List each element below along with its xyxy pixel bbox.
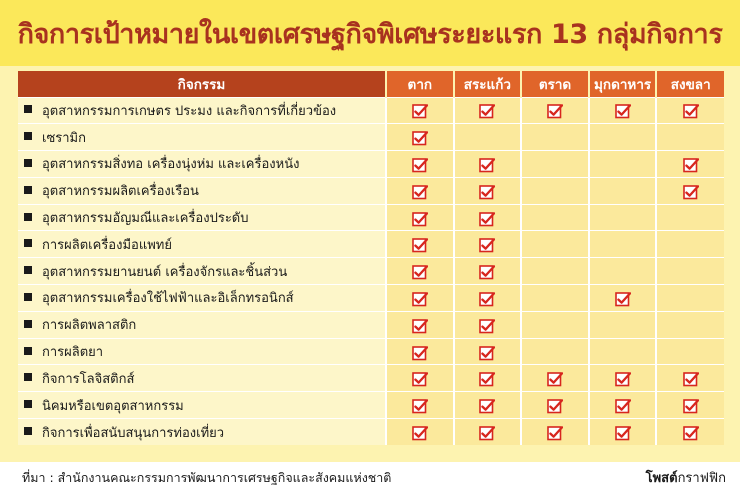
province-cell (386, 311, 454, 338)
checked-box-icon (683, 398, 699, 414)
checked-box-icon (479, 264, 495, 280)
activity-cell (18, 392, 386, 419)
credit-rest: กราฟฟิก (677, 471, 726, 486)
square-bullet-icon (24, 347, 32, 355)
province-cell (521, 392, 589, 419)
province-cell (454, 204, 522, 231)
province-cell (521, 338, 589, 365)
checked-box-icon (615, 371, 631, 387)
province-cell (386, 177, 454, 204)
source-note: ที่มา : สำนักงานคณะกรรมการพัฒนาการเศรษฐกิจและสังคมแห่งชาติ (22, 470, 392, 485)
checked-box-icon (412, 211, 428, 227)
title-band (0, 0, 740, 66)
checked-box-icon (479, 237, 495, 253)
checked-box-icon (412, 130, 428, 146)
activity-label: การผลิตยา (42, 345, 104, 361)
province-cell (386, 365, 454, 392)
checked-box-icon (412, 318, 428, 334)
checked-box-icon (683, 103, 699, 119)
province-cell (386, 124, 454, 151)
checked-box-icon (479, 184, 495, 200)
province-cell (656, 285, 724, 312)
province-cell (521, 204, 589, 231)
square-bullet-icon (24, 132, 32, 140)
province-cell (589, 365, 657, 392)
square-bullet-icon (24, 293, 32, 301)
square-bullet-icon (24, 427, 32, 435)
province-cell (589, 124, 657, 151)
square-bullet-icon (24, 105, 32, 113)
province-cell (454, 338, 522, 365)
province-cell (589, 204, 657, 231)
checked-box-icon (479, 345, 495, 361)
province-cell (386, 231, 454, 258)
province-cell (656, 231, 724, 258)
province-cell (454, 177, 522, 204)
column-header-activity: กิจกรรม (18, 71, 386, 97)
table-row (18, 258, 724, 285)
checked-box-icon (615, 103, 631, 119)
checked-box-icon (479, 157, 495, 173)
province-cell (656, 258, 724, 285)
province-cell (521, 124, 589, 151)
activity-cell (18, 204, 386, 231)
column-header-province: ตราด (521, 71, 589, 97)
checked-box-icon (615, 425, 631, 441)
activity-label: เซรามิก (42, 130, 86, 146)
province-cell (454, 392, 522, 419)
checked-box-icon (412, 371, 428, 387)
column-header-province: ตาก (386, 71, 454, 97)
province-cell (656, 97, 724, 124)
province-cell (454, 365, 522, 392)
activity-label: อุตสาหกรรมการเกษตร ประมง และกิจการที่เกี่ยวข้อง (42, 103, 337, 119)
checked-box-icon (412, 398, 428, 414)
activity-cell (18, 177, 386, 204)
checked-box-icon (683, 184, 699, 200)
province-cell (589, 97, 657, 124)
table-row (18, 311, 724, 338)
province-cell (589, 177, 657, 204)
target-activities-table (18, 71, 724, 445)
checked-box-icon (412, 425, 428, 441)
province-cell (656, 392, 724, 419)
activity-label: กิจการเพื่อสนับสนุนการท่องเที่ยว (42, 425, 225, 441)
province-cell (589, 258, 657, 285)
activity-cell (18, 311, 386, 338)
activity-label: การผลิตพลาสติก (42, 318, 137, 334)
table-body (18, 97, 724, 445)
province-cell (521, 311, 589, 338)
province-cell (386, 204, 454, 231)
province-cell (589, 231, 657, 258)
activity-label: อุตสาหกรรมผลิตเครื่องเรือน (42, 184, 199, 200)
square-bullet-icon (24, 400, 32, 408)
province-cell (386, 258, 454, 285)
column-header-province: มุกดาหาร (589, 71, 657, 97)
province-cell (521, 419, 589, 446)
activity-cell (18, 124, 386, 151)
activity-cell (18, 231, 386, 258)
activity-label: อุตสาหกรรมอัญมณีและเครื่องประดับ (42, 211, 249, 227)
activity-cell (18, 258, 386, 285)
checked-box-icon (412, 237, 428, 253)
checked-box-icon (412, 103, 428, 119)
table-header-row (18, 71, 724, 97)
activity-cell (18, 419, 386, 446)
checked-box-icon (547, 398, 563, 414)
square-bullet-icon (24, 239, 32, 247)
province-cell (386, 392, 454, 419)
province-cell (589, 151, 657, 178)
checked-box-icon (412, 291, 428, 307)
square-bullet-icon (24, 159, 32, 167)
province-cell (656, 151, 724, 178)
activity-cell (18, 365, 386, 392)
table-row (18, 204, 724, 231)
checked-box-icon (615, 291, 631, 307)
square-bullet-icon (24, 266, 32, 274)
checked-box-icon (547, 425, 563, 441)
province-cell (656, 419, 724, 446)
checked-box-icon (479, 291, 495, 307)
table-row (18, 419, 724, 446)
checked-box-icon (479, 425, 495, 441)
province-cell (386, 419, 454, 446)
province-cell (454, 258, 522, 285)
province-cell (386, 151, 454, 178)
checked-box-icon (683, 425, 699, 441)
table-row (18, 97, 724, 124)
province-cell (656, 177, 724, 204)
province-cell (454, 97, 522, 124)
checked-box-icon (412, 157, 428, 173)
credit-bold: โพสต์ (645, 471, 678, 486)
province-cell (454, 231, 522, 258)
activity-cell (18, 338, 386, 365)
checked-box-icon (547, 371, 563, 387)
table-row (18, 338, 724, 365)
province-cell (589, 338, 657, 365)
province-cell (454, 311, 522, 338)
checked-box-icon (683, 371, 699, 387)
activity-label: นิคมหรือเขตอุตสาหกรรม (42, 398, 184, 414)
checked-box-icon (683, 157, 699, 173)
province-cell (589, 419, 657, 446)
activity-label: กิจการโลจิสติกส์ (42, 371, 135, 387)
table-row (18, 124, 724, 151)
activity-label: การผลิตเครื่องมือแพทย์ (42, 237, 172, 253)
province-cell (454, 124, 522, 151)
footer (0, 462, 740, 493)
table-row (18, 365, 724, 392)
activity-label: อุตสาหกรรมเครื่องใช้ไฟฟ้าและอิเล็กทรอนิกส์ (42, 291, 294, 307)
table-row (18, 285, 724, 312)
activity-cell (18, 97, 386, 124)
province-cell (656, 311, 724, 338)
province-cell (454, 285, 522, 312)
checked-box-icon (479, 211, 495, 227)
checked-box-icon (412, 184, 428, 200)
checked-box-icon (412, 345, 428, 361)
graphic-credit (646, 467, 726, 488)
activity-cell (18, 151, 386, 178)
column-header-province: สระแก้ว (454, 71, 522, 97)
province-cell (521, 177, 589, 204)
province-cell (386, 338, 454, 365)
square-bullet-icon (24, 320, 32, 328)
square-bullet-icon (24, 373, 32, 381)
table-row (18, 231, 724, 258)
activity-label: อุตสาหกรรมยานยนต์ เครื่องจักรและชิ้นส่วน (42, 264, 288, 280)
table-panel (0, 66, 740, 462)
checked-box-icon (479, 103, 495, 119)
activity-label: อุตสาหกรรมสิ่งทอ เครื่องนุ่งห่ม และเครื่องหนัง (42, 157, 300, 173)
province-cell (521, 231, 589, 258)
province-cell (656, 338, 724, 365)
table-row (18, 177, 724, 204)
province-cell (589, 285, 657, 312)
checked-box-icon (412, 264, 428, 280)
province-cell (454, 419, 522, 446)
province-cell (656, 365, 724, 392)
page-title: กิจการเป้าหมายในเขตเศรษฐกิจพิเศษระยะแรก 13 กลุ่มกิจการ (17, 18, 723, 50)
checked-box-icon (547, 103, 563, 119)
checked-box-icon (479, 371, 495, 387)
province-cell (589, 392, 657, 419)
checked-box-icon (479, 398, 495, 414)
province-cell (386, 97, 454, 124)
province-cell (521, 151, 589, 178)
province-cell (589, 311, 657, 338)
province-cell (521, 285, 589, 312)
square-bullet-icon (24, 213, 32, 221)
province-cell (521, 258, 589, 285)
province-cell (521, 365, 589, 392)
province-cell (454, 151, 522, 178)
table-row (18, 392, 724, 419)
checked-box-icon (615, 398, 631, 414)
activity-cell (18, 285, 386, 312)
province-cell (386, 285, 454, 312)
table-row (18, 151, 724, 178)
column-header-province: สงขลา (656, 71, 724, 97)
province-cell (656, 124, 724, 151)
province-cell (521, 97, 589, 124)
square-bullet-icon (24, 186, 32, 194)
checked-box-icon (479, 318, 495, 334)
province-cell (656, 204, 724, 231)
